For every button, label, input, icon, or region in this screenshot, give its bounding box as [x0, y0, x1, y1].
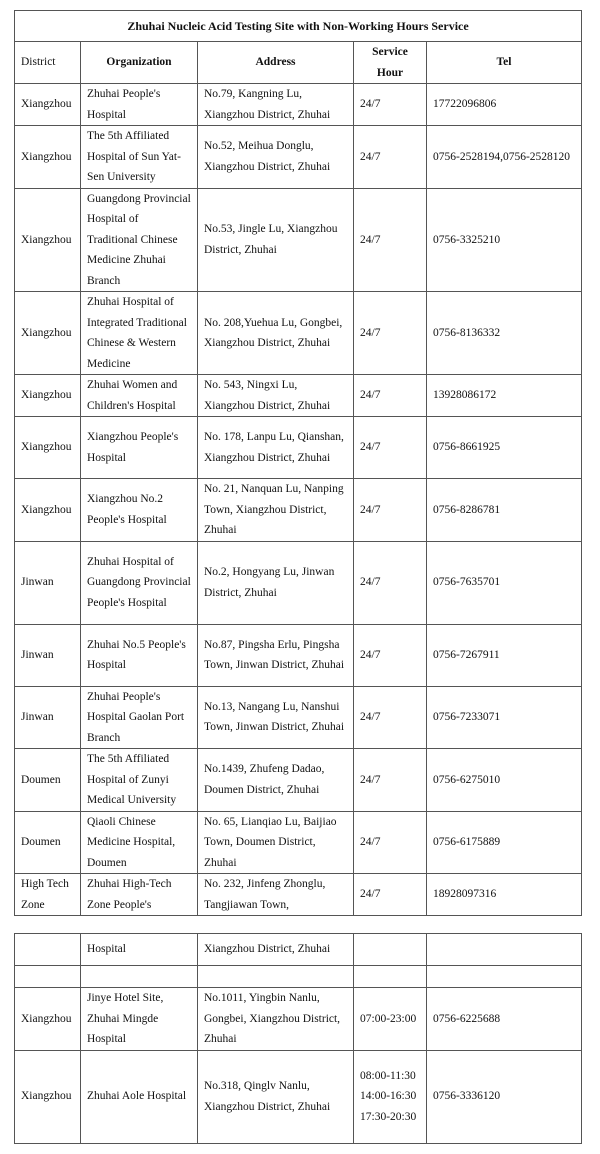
- address-cell: No.1011, Yingbin Nanlu, Gongbei, Xiangzhou District, Zhuhai: [198, 988, 354, 1051]
- organization-cell: Xiangzhou No.2 People's Hospital: [81, 479, 198, 542]
- table-row: [15, 988, 582, 1051]
- table-row: [15, 541, 582, 624]
- table-row: [15, 874, 582, 916]
- header-service-hour: Service Hour: [354, 42, 427, 84]
- tel-cell: 0756-7267911: [427, 624, 582, 686]
- district-cell: Doumen: [15, 749, 81, 812]
- district-cell: Xiangzhou: [15, 417, 81, 479]
- service-hour-cell: 24/7: [354, 811, 427, 874]
- service-hour-cell: 24/7: [354, 541, 427, 624]
- district-cell: Jinwan: [15, 541, 81, 624]
- organization-cell: Zhuhai People's Hospital Gaolan Port Branch: [81, 686, 198, 749]
- organization-cell: Zhuhai Hospital of Integrated Traditional Chinese & Western Medicine: [81, 292, 198, 375]
- tel-cell: 13928086172: [427, 375, 582, 417]
- tel-cell: 0756-7635701: [427, 541, 582, 624]
- tel-cell: 0756-3336120: [427, 1050, 582, 1143]
- tel-cell: 0756-7233071: [427, 686, 582, 749]
- service-hour-line: 08:00-11:30: [360, 1069, 416, 1082]
- header-tel: Tel: [427, 42, 582, 84]
- service-hour-cell: 24/7: [354, 624, 427, 686]
- tel-cell: 0756-8136332: [427, 292, 582, 375]
- header-district: District: [15, 42, 81, 84]
- service-hour-cell: [354, 1050, 427, 1143]
- address-cell: No. 21, Nanquan Lu, Nanping Town, Xiangzhou District, Zhuhai: [198, 479, 354, 542]
- service-hour-cell: 24/7: [354, 84, 427, 126]
- service-hour-cell: 24/7: [354, 188, 427, 292]
- table-row: [15, 84, 582, 126]
- table-row: [15, 479, 582, 542]
- service-hour-cell: 24/7: [354, 686, 427, 749]
- tel-cell: 18928097316: [427, 874, 582, 916]
- tel-cell: 0756-6175889: [427, 811, 582, 874]
- address-cell: No.87, Pingsha Erlu, Pingsha Town, Jinwan District, Zhuhai: [198, 624, 354, 686]
- tel-cell: 0756-6275010: [427, 749, 582, 812]
- table-row: [15, 1050, 582, 1143]
- district-cell: Doumen: [15, 811, 81, 874]
- organization-cell: Zhuhai High-Tech Zone People's: [81, 874, 198, 916]
- table-row: [15, 188, 582, 292]
- district-cell: Jinwan: [15, 686, 81, 749]
- address-cell: No. 543, Ningxi Lu, Xiangzhou District, Zhuhai: [198, 375, 354, 417]
- tel-cell: [427, 966, 582, 988]
- address-cell: No.79, Kangning Lu, Xiangzhou District, Zhuhai: [198, 84, 354, 126]
- organization-cell: Xiangzhou People's Hospital: [81, 417, 198, 479]
- table-row: [15, 934, 582, 966]
- address-cell: No.318, Qinglv Nanlu, Xiangzhou District, Zhuhai: [198, 1050, 354, 1143]
- table-row: [15, 126, 582, 189]
- table-row: [15, 749, 582, 812]
- table-row: [15, 375, 582, 417]
- district-cell: Xiangzhou: [15, 479, 81, 542]
- service-hour-cell: 24/7: [354, 874, 427, 916]
- district-cell: [15, 966, 81, 988]
- tel-cell: 0756-8661925: [427, 417, 582, 479]
- table-title: Zhuhai Nucleic Acid Testing Site with Non-Working Hours Service: [15, 11, 582, 42]
- address-cell: No.13, Nangang Lu, Nanshui Town, Jinwan District, Zhuhai: [198, 686, 354, 749]
- tel-cell: [427, 934, 582, 966]
- district-cell: High Tech Zone: [15, 874, 81, 916]
- header-organization: Organization: [81, 42, 198, 84]
- service-hour-line: 14:00-16:30: [360, 1090, 417, 1103]
- address-cell: No. 178, Lanpu Lu, Qianshan, Xiangzhou District, Zhuhai: [198, 417, 354, 479]
- address-cell: No. 208,Yuehua Lu, Gongbei, Xiangzhou District, Zhuhai: [198, 292, 354, 375]
- tel-cell: 0756-2528194,0756-2528120: [427, 126, 582, 189]
- district-cell: Xiangzhou: [15, 84, 81, 126]
- service-hour-cell: 07:00-23:00: [354, 988, 427, 1051]
- service-hour-line: 17:30-20:30: [360, 1110, 417, 1123]
- organization-cell: Zhuhai No.5 People's Hospital: [81, 624, 198, 686]
- service-hour-cell: 24/7: [354, 292, 427, 375]
- tel-cell: 0756-8286781: [427, 479, 582, 542]
- address-cell: No.53, Jingle Lu, Xiangzhou District, Zhuhai: [198, 188, 354, 292]
- table-row: [15, 966, 582, 988]
- organization-cell: Zhuhai Hospital of Guangdong Provincial People's Hospital: [81, 541, 198, 624]
- address-cell: No.52, Meihua Donglu, Xiangzhou District, Zhuhai: [198, 126, 354, 189]
- district-cell: Xiangzhou: [15, 188, 81, 292]
- service-hour-cell: 24/7: [354, 417, 427, 479]
- organization-cell: The 5th Affiliated Hospital of Zunyi Medical University: [81, 749, 198, 812]
- address-cell: No. 65, Lianqiao Lu, Baijiao Town, Doumen District, Zhuhai: [198, 811, 354, 874]
- district-cell: Xiangzhou: [15, 126, 81, 189]
- address-cell: No.2, Hongyang Lu, Jinwan District, Zhuhai: [198, 541, 354, 624]
- service-hour-cell: [354, 966, 427, 988]
- tel-cell: 0756-6225688: [427, 988, 582, 1051]
- table-row: [15, 292, 582, 375]
- organization-cell: Hospital: [81, 934, 198, 966]
- testing-site-table: [14, 10, 582, 916]
- service-hour-cell: 24/7: [354, 126, 427, 189]
- district-cell: Jinwan: [15, 624, 81, 686]
- district-cell: Xiangzhou: [15, 1050, 81, 1143]
- table-row: [15, 811, 582, 874]
- district-cell: Xiangzhou: [15, 292, 81, 375]
- district-cell: Xiangzhou: [15, 988, 81, 1051]
- address-cell: No.1439, Zhufeng Dadao, Doumen District, Zhuhai: [198, 749, 354, 812]
- organization-cell: Zhuhai Women and Children's Hospital: [81, 375, 198, 417]
- organization-cell: Zhuhai Aole Hospital: [81, 1050, 198, 1143]
- organization-cell: Qiaoli Chinese Medicine Hospital, Doumen: [81, 811, 198, 874]
- organization-cell: The 5th Affiliated Hospital of Sun Yat-Sen University: [81, 126, 198, 189]
- district-cell: [15, 934, 81, 966]
- table-row: [15, 686, 582, 749]
- table-row: [15, 417, 582, 479]
- address-cell: No. 232, Jinfeng Zhonglu, Tangjiawan Town,: [198, 874, 354, 916]
- service-hour-cell: 24/7: [354, 479, 427, 542]
- service-hour-cell: [354, 934, 427, 966]
- organization-cell: Jinye Hotel Site, Zhuhai Mingde Hospital: [81, 988, 198, 1051]
- service-hour-cell: 24/7: [354, 375, 427, 417]
- organization-cell: Guangdong Provincial Hospital of Traditional Chinese Medicine Zhuhai Branch: [81, 188, 198, 292]
- header-address: Address: [198, 42, 354, 84]
- organization-cell: Zhuhai People's Hospital: [81, 84, 198, 126]
- address-cell: Xiangzhou District, Zhuhai: [198, 934, 354, 966]
- organization-cell: [81, 966, 198, 988]
- testing-site-table-continued: [14, 933, 582, 1144]
- tel-cell: 0756-3325210: [427, 188, 582, 292]
- address-cell: [198, 966, 354, 988]
- district-cell: Xiangzhou: [15, 375, 81, 417]
- table-row: [15, 624, 582, 686]
- service-hour-cell: 24/7: [354, 749, 427, 812]
- tel-cell: 17722096806: [427, 84, 582, 126]
